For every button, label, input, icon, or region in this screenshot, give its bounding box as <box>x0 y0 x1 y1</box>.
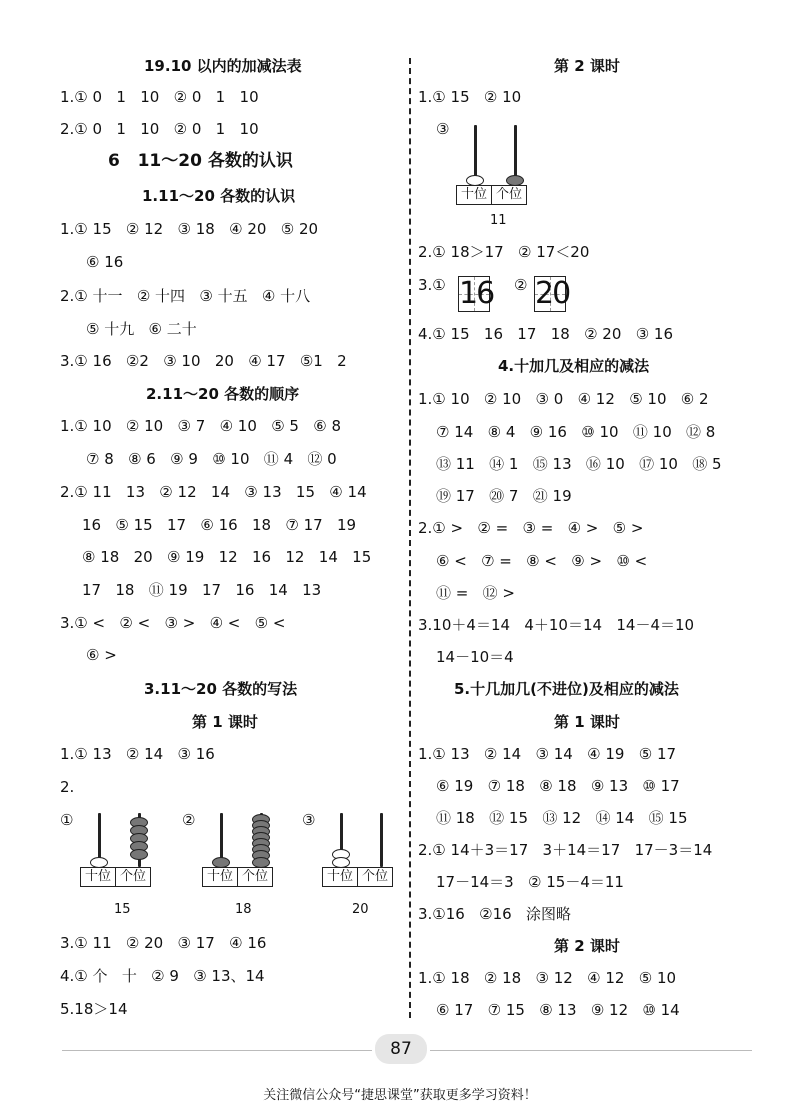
section-5-title: 5.十几加几(不进位)及相应的减法 <box>454 680 679 698</box>
abacus-mark: ③ <box>436 120 450 138</box>
writing-grid <box>458 276 494 312</box>
answer-line: 14－10＝4 <box>436 648 514 666</box>
answer-line: 1.① 15 ② 12 ③ 18 ④ 20 ⑤ 20 <box>60 220 319 238</box>
answer-line: ⑦ 8 ⑧ 6 ⑨ 9 ⑩ 10 ⑪ 4 ⑫ 0 <box>86 450 337 468</box>
abacus-18 <box>202 813 282 887</box>
abacus-mark: ③ <box>302 811 316 829</box>
written-number: 20 <box>535 276 570 311</box>
abacus-20 <box>322 813 402 887</box>
tens-label: 十位 <box>207 869 234 884</box>
tens-label: 十位 <box>85 869 112 884</box>
answer-line: 16 ⑤ 15 17 ⑥ 16 18 ⑦ 17 19 <box>82 516 357 534</box>
answer-line: 17－14＝3 ② 15－4＝11 <box>436 873 624 891</box>
answer-line: 4.① 15 16 17 18 ② 20 ③ 16 <box>418 325 673 343</box>
answer-line: ⑦ 14 ⑧ 4 ⑨ 16 ⑩ 10 ⑪ 10 ⑫ 8 <box>436 423 716 441</box>
unit-6-title: 6 11～20 各数的认识 <box>108 151 293 171</box>
abacus-15 <box>80 813 160 887</box>
tens-label: 十位 <box>327 869 354 884</box>
lesson-1-title: 第 1 课时 <box>192 713 258 731</box>
section-4-title: 4.十加几及相应的减法 <box>498 357 650 375</box>
answer-line: 3.① 16 ②2 ③ 10 20 ④ 17 ⑤1 2 <box>60 352 347 370</box>
answer-mark: ② <box>514 276 528 294</box>
section-3-title: 3.11～20 各数的写法 <box>144 680 298 698</box>
answer-line: 2. <box>60 778 75 796</box>
answer-line: ⑥ 16 <box>86 253 124 271</box>
answer-line: 5.18＞14 <box>60 1000 128 1018</box>
answer-line: ⑤ 十九 ⑥ 二十 <box>86 320 197 338</box>
abacus-value: 11 <box>490 213 507 228</box>
abacus-value: 20 <box>352 902 369 917</box>
abacus-mark: ② <box>182 811 196 829</box>
abacus-mark: ① <box>60 811 74 829</box>
answer-line: 3.10＋4＝14 4＋10＝14 14－4＝10 <box>418 616 695 634</box>
answer-line: 3.① 11 ② 20 ③ 17 ④ 16 <box>60 934 267 952</box>
answer-line: ⑥ 17 ⑦ 15 ⑧ 13 ⑨ 12 ⑩ 14 <box>436 1001 680 1019</box>
written-number: 16 <box>459 276 494 311</box>
abacus-value: 15 <box>114 902 131 917</box>
writing-grid <box>534 276 570 312</box>
ones-label: 个位 <box>357 868 392 886</box>
section-2-title: 2.11～20 各数的顺序 <box>146 385 300 403</box>
abacus-11 <box>456 131 536 205</box>
answer-line: 4.① 个 十 ② 9 ③ 13、14 <box>60 967 265 985</box>
ones-label: 个位 <box>491 186 526 204</box>
lesson-2-title: 第 2 课时 <box>554 57 620 75</box>
ones-label: 个位 <box>237 868 272 886</box>
section-1-title: 1.11～20 各数的认识 <box>142 187 296 205</box>
abacus-value: 18 <box>235 902 252 917</box>
answer-line: ⑲ 17 ⑳ 7 ㉑ 19 <box>436 487 572 505</box>
answer-line: 3.①16 ②16 涂图略 <box>418 905 571 923</box>
footer-rule <box>62 1050 372 1051</box>
answer-line: 1.① 15 ② 10 <box>418 88 522 106</box>
answer-line: 2.① 14＋3＝17 3＋14＝17 17－3＝14 <box>418 841 713 859</box>
lesson-2-title: 第 2 课时 <box>554 937 620 955</box>
page-number: 87 <box>375 1034 427 1064</box>
column-divider <box>409 58 411 1018</box>
answer-line: 3.① < ② < ③ > ④ < ⑤ < <box>60 614 286 632</box>
answer-line: 2.① > ② = ③ = ④ > ⑤ > <box>418 519 644 537</box>
answer-line: ⑥ > <box>86 646 117 664</box>
answer-line: ⑪ 18 ⑫ 15 ⑬ 12 ⑭ 14 ⑮ 15 <box>436 809 688 827</box>
answer-line: 2.① 0 1 10 ② 0 1 10 <box>60 120 259 138</box>
answer-line: 17 18 ⑪ 19 17 16 14 13 <box>82 581 322 599</box>
answer-line: 2.① 18＞17 ② 17＜20 <box>418 243 590 261</box>
lesson-1-title: 第 1 课时 <box>554 713 620 731</box>
tens-label: 十位 <box>461 187 488 202</box>
answer-line: ⑥ 19 ⑦ 18 ⑧ 18 ⑨ 13 ⑩ 17 <box>436 777 680 795</box>
ones-label: 个位 <box>115 868 150 886</box>
answer-line: ⑬ 11 ⑭ 1 ⑮ 13 ⑯ 10 ⑰ 10 ⑱ 5 <box>436 455 722 473</box>
answer-line: 1.① 13 ② 14 ③ 14 ④ 19 ⑤ 17 <box>418 745 677 763</box>
answer-line: 1.① 18 ② 18 ③ 12 ④ 12 ⑤ 10 <box>418 969 677 987</box>
answer-line: 1.① 10 ② 10 ③ 0 ④ 12 ⑤ 10 ⑥ 2 <box>418 390 709 408</box>
answer-line: ⑪ = ⑫ > <box>436 584 515 602</box>
answer-line: 2.① 十一 ② 十四 ③ 十五 ④ 十八 <box>60 287 311 305</box>
answer-line: ⑥ < ⑦ = ⑧ < ⑨ > ⑩ < <box>436 552 648 570</box>
footer-note: 关注微信公众号“捷思课堂”获取更多学习资料！ <box>263 1088 537 1103</box>
answer-line: 3.① <box>418 276 446 294</box>
answer-line: 1.① 13 ② 14 ③ 16 <box>60 745 215 763</box>
footer-rule <box>430 1050 752 1051</box>
section-19-title: 19.10 以内的加减法表 <box>144 57 302 75</box>
answer-line: ⑧ 18 20 ⑨ 19 12 16 12 14 15 <box>82 548 372 566</box>
answer-line: 2.① 11 13 ② 12 14 ③ 13 15 ④ 14 <box>60 483 367 501</box>
answer-line: 1.① 0 1 10 ② 0 1 10 <box>60 88 259 106</box>
answer-line: 1.① 10 ② 10 ③ 7 ④ 10 ⑤ 5 ⑥ 8 <box>60 417 342 435</box>
